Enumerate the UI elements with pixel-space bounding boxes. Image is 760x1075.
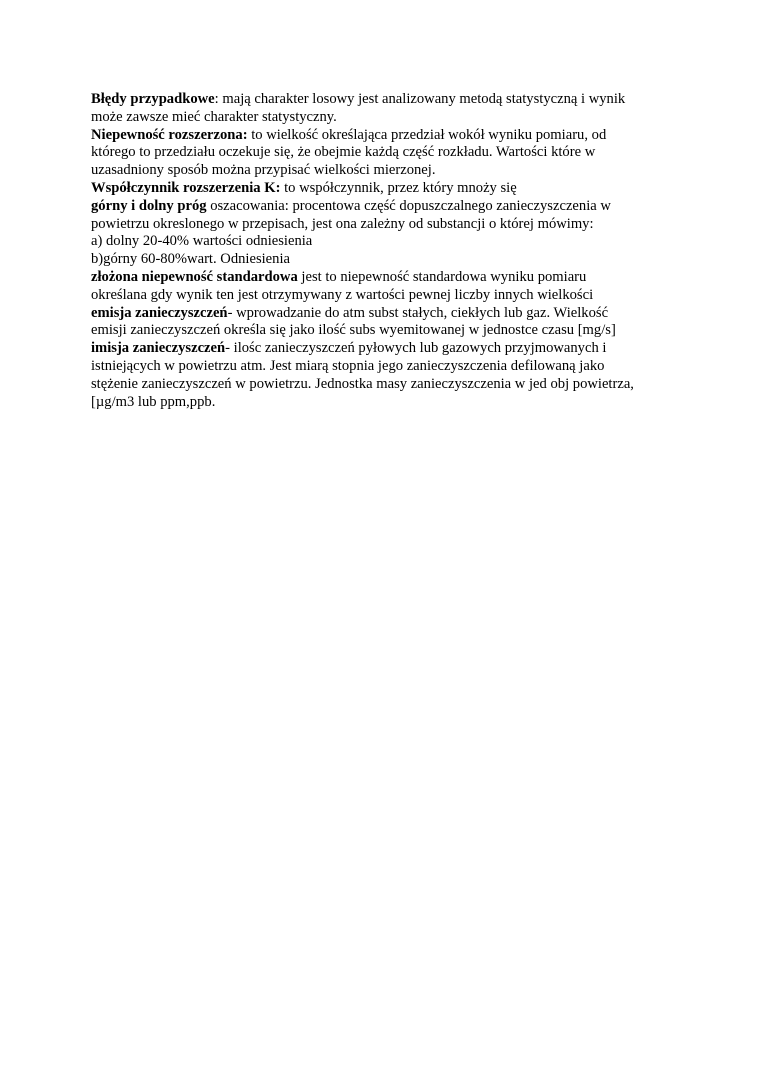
term-zlozona-niepewnosc: złożona niepewność standardowa <box>91 268 298 285</box>
text-line: którego to przedziału oczekuje się, że obejmie każdą część rozkładu. Wartości które w <box>91 144 596 161</box>
document-body <box>91 91 671 411</box>
definition-text: to współczynnik, przez który mnoży się <box>280 179 517 196</box>
definition-text: oszacowania: procentowa część dopuszczalnego zanieczyszczenia w <box>206 197 611 214</box>
text-line: określana gdy wynik ten jest otrzymywany z wartości pewnej liczby innych wielkości <box>91 286 594 303</box>
paragraph-emisja <box>91 305 671 341</box>
definition-text: - ilośc zanieczyszczeń pyłowych lub gazowych przyjmowanych i <box>225 340 607 357</box>
term-imisja: imisja zanieczyszczeń <box>91 340 226 357</box>
text-line <box>91 198 671 216</box>
paragraph-wspolczynnik-rozszerzenia <box>91 180 671 198</box>
definition-text: jest to niepewność standardowa wyniku pomiaru <box>297 268 587 285</box>
text-line: [µg/m3 lub ppm,ppb. <box>91 393 216 410</box>
term-wspolczynnik-rozszerzenia: Współczynnik rozszerzenia K: <box>91 179 281 196</box>
term-niepewnosc-rozszerzona: Niepewność rozszerzona: <box>91 126 248 143</box>
text-line: uzasadniony sposób można przypisać wielkości mierzonej. <box>91 162 436 179</box>
term-gorny-dolny-prog: górny i dolny próg <box>91 197 207 214</box>
paragraph-bledy-przypadkowe <box>91 91 671 127</box>
text-line: powietrzu okreslonego w przepisach, jest ona zależny od substancji o której mówimy: <box>91 215 594 232</box>
text-line: stężenie zanieczyszczeń w powietrzu. Jednostka masy zanieczyszczenia w jed obj powietrza, <box>91 375 634 392</box>
text-line <box>91 269 671 287</box>
definition-text: : mają charakter losowy jest analizowany metodą statystyczną i wynik <box>214 91 626 107</box>
paragraph-imisja <box>91 340 671 411</box>
paragraph-zlozona-niepewnosc <box>91 269 671 305</box>
term-bledy-przypadkowe: Błędy przypadkowe <box>91 91 215 107</box>
text-line <box>91 180 671 198</box>
text-line: istniejących w powietrzu atm. Jest miarą stopnia jego zanieczyszczenia defilowaną jako <box>91 357 605 374</box>
term-emisja: emisja zanieczyszczeń <box>91 304 228 321</box>
text-line: emisji zanieczyszczeń określa się jako ilość subs wyemitowanej w jednostce czasu [mg/s] <box>91 322 616 339</box>
definition-text: to wielkość określająca przedział wokół wyniku pomiaru, od <box>247 126 607 143</box>
list-item-gorny: b)górny 60-80%wart. Odniesienia <box>91 251 290 268</box>
paragraph-gorny-dolny-prog <box>91 198 671 269</box>
text-line <box>91 340 671 358</box>
text-line: może zawsze mieć charakter statystyczny. <box>91 108 337 125</box>
text-line <box>91 305 671 323</box>
paragraph-niepewnosc-rozszerzona <box>91 127 671 180</box>
list-item-dolny: a) dolny 20-40% wartości odniesienia <box>91 233 313 250</box>
definition-text: - wprowadzanie do atm subst stałych, ciekłych lub gaz. Wielkość <box>227 304 609 321</box>
text-line <box>91 127 671 145</box>
text-line <box>91 91 671 109</box>
